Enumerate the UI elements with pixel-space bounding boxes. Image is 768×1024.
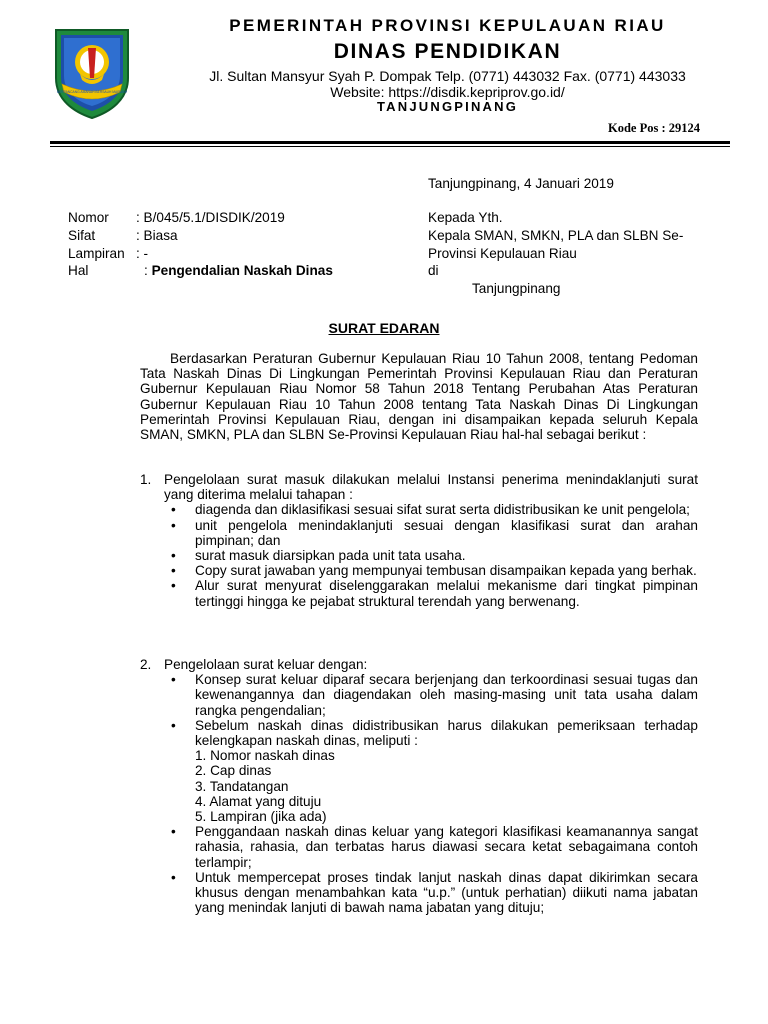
meta-value-lampiran: : - — [136, 246, 149, 261]
bullet-text: Untuk mempercepat proses tindak lanjut naskah dinas dapat dikirimkan secara khusus dengan menambahkan kata “u.p.” (untuk perhatian) diikuti nama jabatan yang menindak lanjuti di bawah nama jabatan yang dituju; — [195, 869, 698, 916]
provincial-logo-emblem-icon — [50, 26, 134, 120]
list-item-2-number: 2. — [140, 657, 152, 672]
meta-label-nomor: Nomor — [68, 210, 109, 225]
bullet-icon: • — [171, 563, 176, 579]
letterhead-divider-thin — [50, 146, 730, 147]
list-item-1-bullets — [140, 502, 698, 608]
bullet-item — [171, 869, 698, 916]
meta-label-sifat: Sifat — [68, 228, 96, 243]
bullet-item — [171, 517, 698, 548]
meta-hal-subject: Pengendalian Naskah Dinas — [151, 263, 333, 278]
meta-label-lampiran: Lampiran — [68, 246, 125, 261]
sub-item: 1. Nomor naskah dinas — [195, 748, 335, 764]
bullet-text: Copy surat jawaban yang mempunyai tembusan disampaikan kepada yang berhak. — [195, 563, 697, 579]
bullet-icon: • — [171, 517, 176, 533]
sub-item: 5. Lampiran (jika ada) — [195, 809, 327, 825]
letterhead-divider-thick — [50, 141, 730, 144]
checklist-sub-items — [195, 748, 698, 824]
office-name: DINAS PENDIDIKAN — [333, 40, 562, 63]
bullet-text: Penggandaan naskah dinas keluar yang kategori klasifikasi keamanannya sangat rahasia, rahasia, dan terbatas harus diawasi secara ketat sebagaimana contoh terlampir; — [195, 824, 698, 870]
bullet-icon: • — [171, 672, 176, 688]
bullet-icon: • — [171, 502, 176, 518]
bullet-item — [171, 578, 698, 609]
sub-item: 3. Tandatangan — [195, 778, 289, 794]
list-item-1 — [140, 472, 698, 609]
bullet-icon: • — [171, 717, 176, 733]
list-item-1-heading — [140, 472, 698, 502]
sub-item: 4. Alamat yang dituju — [195, 793, 322, 809]
bullet-item — [171, 502, 698, 518]
bullet-item — [171, 672, 698, 718]
bullet-item — [171, 717, 698, 825]
list-item-1-text: Pengelolaan surat masuk dilakukan melalui Instansi penerima menindaklanjuti surat yang diterima melalui tahapan : — [164, 472, 698, 503]
recipient-name-line1: Kepala SMAN, SMKN, PLA dan SLBN Se- — [428, 228, 684, 243]
meta-hal-prefix: : — [144, 263, 152, 278]
letter-date: Tanjungpinang, 4 Januari 2019 — [428, 176, 614, 191]
bullet-item — [171, 563, 698, 579]
office-address: Jl. Sultan Mansyur Syah P. Dompak Telp. (0771) 443032 Fax. (0771) 443033 — [209, 68, 686, 84]
office-website: Website: https://disdik.kepriprov.go.id/ — [330, 84, 565, 100]
government-name: PEMERINTAH PROVINSI KEPULAUAN RIAU — [229, 16, 666, 35]
bullet-icon: • — [171, 548, 176, 564]
bullet-text: Konsep surat keluar diparaf secara berjenjang dan terkoordinasi sesuai tugas dan kewenangannya dan diagendakan oleh masing-masing unit tata usaha dalam rangka pengendalian; — [195, 672, 698, 718]
list-item-1-number: 1. — [140, 472, 152, 487]
list-item-2-heading — [140, 657, 698, 672]
meta-value-sifat: : Biasa — [136, 228, 178, 243]
recipient-di: di — [428, 263, 439, 278]
list-item-2-text: Pengelolaan surat keluar dengan: — [164, 657, 368, 672]
bullet-item — [171, 824, 698, 870]
document-title: SURAT EDARAN — [328, 320, 440, 336]
list-item-2-bullets — [140, 672, 698, 915]
bullet-text: Alur surat menyurat diselenggarakan melalui mekanisme dari tingkat pimpinan tertinggi hingga ke pejabat struktural terendah yang berwenang. — [195, 578, 698, 609]
bullet-icon: • — [171, 824, 176, 840]
meta-value-nomor: : B/045/5.1/DISDIK/2019 — [136, 210, 285, 225]
bullet-text: surat masuk diarsipkan pada unit tata usaha. — [195, 548, 466, 564]
bullet-icon: • — [171, 578, 176, 594]
bullet-item — [171, 548, 698, 564]
meta-value-hal — [144, 263, 333, 278]
postal-code: Kode Pos : 29124 — [607, 121, 700, 135]
recipient-salutation: Kepada Yth. — [428, 210, 503, 225]
office-city: TANJUNGPINANG — [376, 99, 519, 114]
sub-item: 2. Cap dinas — [195, 763, 272, 779]
list-item-2 — [140, 657, 698, 915]
intro-paragraph: Berdasarkan Peraturan Gubernur Kepulauan Riau 10 Tahun 2008, tentang Pedoman Tata Naskah Dinas Di Lingkungan Pemerintah Provinsi Kepulauan Riau dan Peraturan Gubernur Kepulauan Riau Nomor 58 Tahun 2018 Tentang Perubahan Atas Peraturan Gubernur Kepulauan Riau 10 Tahun 2008 tentang Tata Naskah Dinas Di Lingkungan Pemerintah Provinsi Kepulauan Riau, dengan ini disampaikan kepada seluruh Kepala SMAN, SMKN, PLA dan SLBN Se-Provinsi Kepulauan Riau hal-hal sebagai berikut : — [140, 351, 698, 443]
bullet-text: diagenda dan diklasifikasi sesuai sifat surat serta didistribusikan ke unit pengelola; — [195, 502, 690, 518]
meta-label-hal: Hal — [68, 263, 89, 278]
bullet-text: Sebelum naskah dinas didistribusikan harus dilakukan pemeriksaan terhadap kelengkapan naskah dinas, meliputi : — [195, 717, 698, 749]
svg-text:BERPANCANG AMANAH BERSAUH MARW: BERPANCANG AMANAH BERSAUH MARWAH — [56, 90, 128, 94]
bullet-icon: • — [171, 869, 176, 885]
recipient-name-line2: Provinsi Kepulauan Riau — [428, 246, 577, 261]
bullet-text: unit pengelola menindaklanjuti sesuai dengan klasifikasi surat dan arahan pimpinan; dan — [195, 517, 698, 548]
recipient-city: Tanjungpinang — [472, 281, 561, 296]
